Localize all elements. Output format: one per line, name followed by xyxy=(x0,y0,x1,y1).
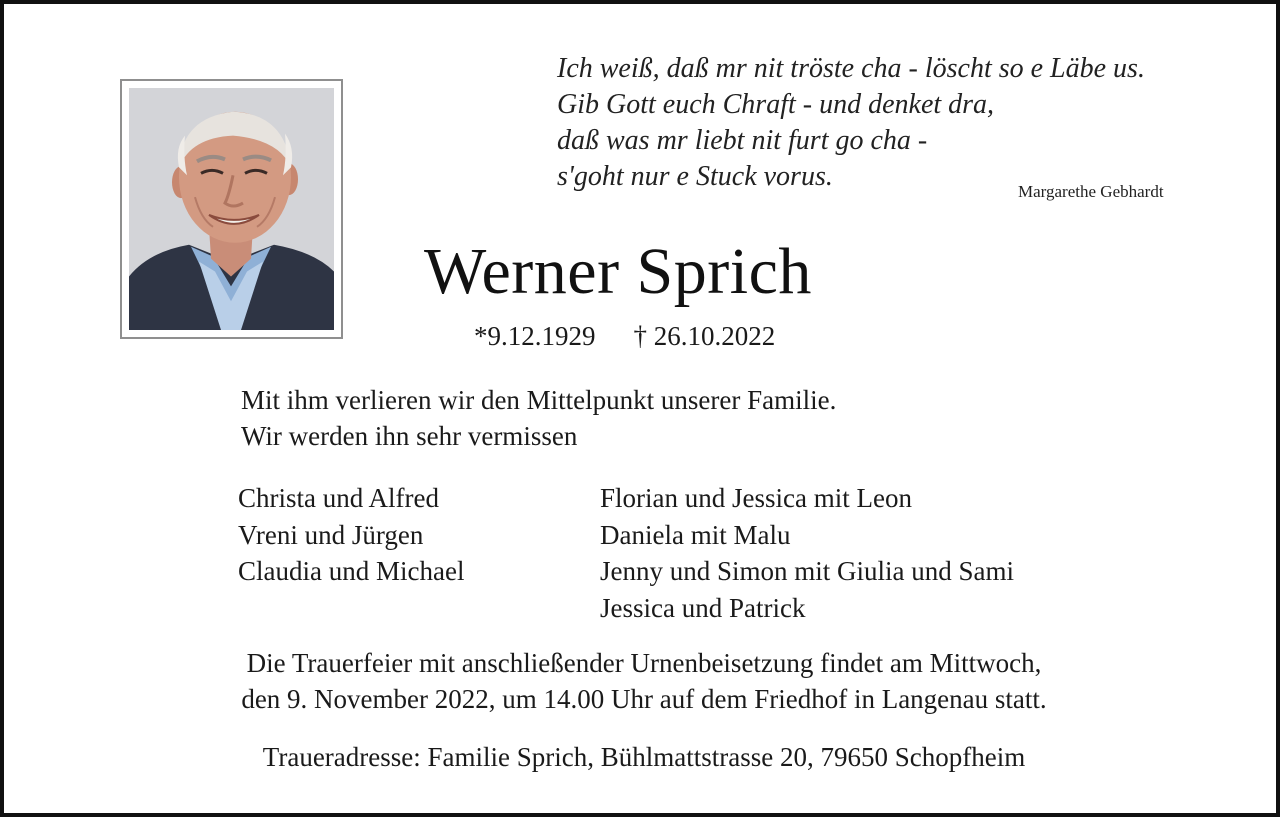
life-dates xyxy=(474,318,775,354)
message-line: Mit ihm verlieren wir den Mittelpunkt unserer Familie. xyxy=(241,385,837,415)
mourner-entry: Vreni und Jürgen xyxy=(238,519,424,550)
portrait-illustration xyxy=(129,88,334,330)
poem-author: Margarethe Gebhardt xyxy=(1018,182,1164,201)
message-line: Wir werden ihn sehr vermissen xyxy=(241,421,578,451)
poem-line: daß was mr liebt nit furt go cha - xyxy=(557,125,928,156)
mourning-address: Traueradresse: Familie Sprich, Bühlmattstrasse 20, 79650 Schopfheim xyxy=(262,742,1026,772)
deceased-name: Werner Sprich xyxy=(424,235,812,308)
birth-date: *9.12.1929 xyxy=(474,321,596,351)
mourner-entry: Daniela mit Malu xyxy=(600,519,791,550)
ceremony-info xyxy=(4,645,1280,717)
mourner-entry: Jessica und Patrick xyxy=(600,592,806,623)
mourner-entry: Jenny und Simon mit Giulia und Sami xyxy=(600,556,1015,586)
mourner-entry: Christa und Alfred xyxy=(238,483,439,513)
poem-line: s'goht nur e Stuck vorus. xyxy=(557,161,833,192)
poem xyxy=(557,51,1145,195)
mourners-right-column xyxy=(600,480,1014,626)
mourner-entry: Claudia und Michael xyxy=(238,556,465,586)
ceremony-line: Die Trauerfeier mit anschließender Urnenbeisetzung findet am Mittwoch, xyxy=(246,648,1042,678)
poem-line: Ich weiß, daß mr nit tröste cha - löscht so e Läbe us. xyxy=(557,53,1145,84)
portrait-photo xyxy=(129,88,334,330)
poem-line: Gib Gott euch Chraft - und denket dra, xyxy=(557,89,995,120)
mourners-left-column xyxy=(238,480,464,590)
death-date: † 26.10.2022 xyxy=(633,321,776,351)
ceremony-line: den 9. November 2022, um 14.00 Uhr auf dem Friedhof in Langenau statt. xyxy=(241,684,1047,714)
photo-frame xyxy=(120,79,343,339)
farewell-message xyxy=(241,382,836,454)
mourner-entry: Florian und Jessica mit Leon xyxy=(600,483,912,513)
